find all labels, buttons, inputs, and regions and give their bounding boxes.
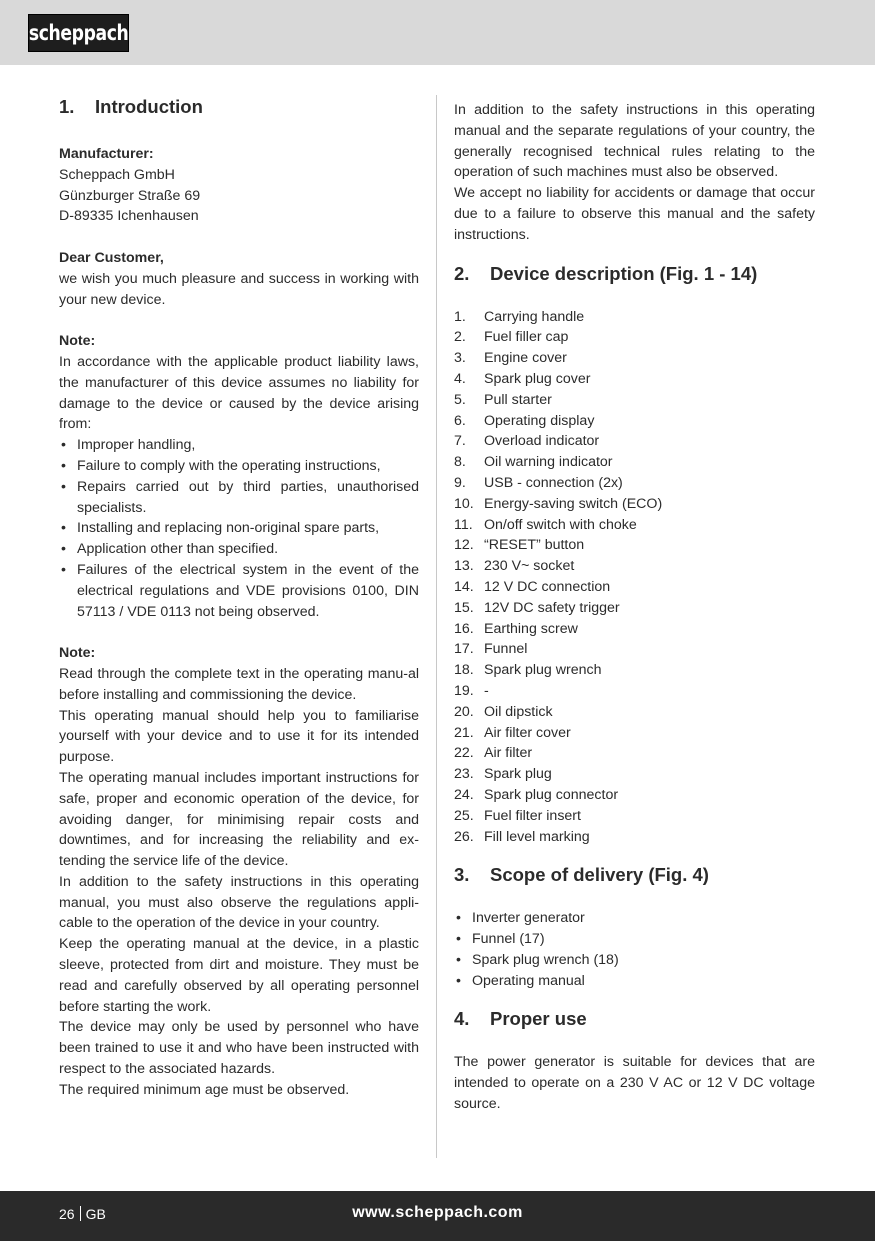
section-1-title: Introduction — [95, 96, 203, 117]
section-2-heading — [454, 263, 815, 285]
device-parts-list — [454, 307, 815, 848]
proper-use-text: The power generator is suitable for devices that are intended to operate on a 230 V AC or 12 V DC voltage source. — [454, 1054, 815, 1113]
list-item: 25. Fuel filter insert — [454, 807, 581, 824]
list-item: 5. Pull starter — [454, 391, 552, 408]
list-item: 6. Operating display — [454, 412, 595, 429]
right-column — [454, 100, 815, 1115]
list-item: • Failures of the electrical system in the event of the electrical regulations and VDE provisions 0100, DIN 57113 / VDE 0113 not being observed. — [59, 560, 419, 622]
section-2-title: Device description (Fig. 1 - 14) — [490, 262, 758, 284]
list-item: 16. Earthing screw — [454, 620, 578, 637]
note-1-text: In accordance with the applicable product liability laws, the manufacturer of this device assumes no liability for damage to the device or caused by the device arising from: — [59, 353, 419, 433]
intro-paragraph: We accept no liability for accidents or damage that occur due to a failure to observe this manual and the safety instructions. — [454, 185, 815, 243]
list-item: 20. Oil dipstick — [454, 703, 553, 720]
column-divider — [436, 95, 437, 1158]
website-link[interactable]: www.scheppach.com — [352, 1204, 523, 1221]
list-item: • Failure to comply with the operating instructions, — [59, 456, 419, 477]
note-2-paragraph: Keep the operating manual at the device, in a plastic sleeve, protected from dirt and moisture. They must be read and carefully observed by all operating personnel before starting the work. — [59, 936, 419, 1015]
list-item: 18. Spark plug wrench — [454, 662, 602, 679]
note-1-label: Note: — [59, 333, 96, 350]
list-item: • Repairs carried out by third parties, unauthorised specialists. — [59, 477, 419, 519]
note-2-label: Note: — [59, 645, 96, 662]
list-item: 10. Energy-saving switch (ECO) — [454, 495, 663, 512]
list-item: 4. Spark plug cover — [454, 370, 591, 387]
note-2-paragraph: The device may only be used by personnel who have been trained to use it and who have been instructed with respect to the associated hazards. — [59, 1019, 419, 1078]
list-item: 3. Engine cover — [454, 350, 567, 367]
list-item: 9. USB - connection (2x) — [454, 474, 623, 491]
note-2-paragraph: Read through the complete text in the operating manu-al before installing and commissioning the device. — [59, 665, 419, 703]
intro-paragraph: In addition to the safety instructions in this operating manual and the separate regulations of your country, the generally recognised technical rules relating to the operation of such machines must also be observed. — [454, 102, 815, 181]
list-item: 1. Carrying handle — [454, 308, 585, 325]
list-item: 11. On/off switch with choke — [454, 516, 637, 533]
header-bar — [0, 0, 875, 65]
footer-bar — [0, 1191, 875, 1241]
note-2-paragraph: The required minimum age must be observed. — [59, 1081, 350, 1098]
language-code: GB — [85, 1206, 106, 1222]
list-item: 22. Air filter — [454, 745, 533, 762]
list-item: • Funnel (17) — [454, 929, 815, 950]
section-2-number: 2. — [454, 262, 470, 284]
note-2-paragraph: In addition to the safety instructions in this operating manual, you must also observe the regulations appli-cable to the operation of the device in your country. — [59, 873, 419, 932]
section-1-number: 1. — [59, 96, 75, 117]
section-3-heading — [454, 864, 815, 886]
list-item: • Improper handling, — [59, 435, 419, 456]
list-item: 19. - — [454, 682, 489, 699]
left-column — [59, 96, 419, 1101]
list-item: • Operating manual — [454, 971, 815, 992]
page-number: 26 — [59, 1206, 75, 1222]
section-1-heading — [59, 96, 419, 118]
section-4-title: Proper use — [490, 1008, 587, 1030]
list-item: 13. 230 V~ socket — [454, 558, 575, 575]
note-2-paragraph: The operating manual includes important instructions for safe, proper and economic operation of the device, for avoiding danger, for minimising repair costs and downtimes, and for increasing the reliability and ex-tending the service life of the device. — [59, 769, 419, 870]
delivery-list — [454, 908, 815, 991]
list-item: 21. Air filter cover — [454, 724, 571, 741]
manufacturer-line: D-89335 Ichenhausen — [59, 208, 199, 225]
section-4-number: 4. — [454, 1008, 470, 1030]
list-item: 24. Spark plug connector — [454, 786, 619, 803]
list-item: 12. “RESET” button — [454, 537, 585, 554]
section-4-heading — [454, 1008, 815, 1030]
manufacturer-label: Manufacturer: — [59, 146, 154, 162]
list-item: • Application other than specified. — [59, 539, 419, 560]
section-3-title: Scope of delivery (Fig. 4) — [490, 864, 709, 886]
customer-label: Dear Customer, — [59, 249, 164, 266]
list-item: 14. 12 V DC connection — [454, 578, 611, 595]
liability-list — [59, 435, 419, 622]
note-2-paragraph: This operating manual should help you to familiarise yourself with your device and to use it for its intended purpose. — [59, 707, 419, 766]
scheppach-logo — [28, 14, 129, 52]
list-item: 2. Fuel filler cap — [454, 329, 569, 346]
list-item: • Installing and replacing non-original spare parts, — [59, 518, 419, 539]
manufacturer-line: Günzburger Straße 69 — [59, 187, 201, 204]
section-3-number: 3. — [454, 864, 470, 886]
list-item: • Spark plug wrench (18) — [454, 950, 815, 971]
customer-text: we wish you much pleasure and success in working with your new device. — [59, 270, 419, 308]
list-item: 26. Fill level marking — [454, 828, 590, 845]
list-item: 23. Spark plug — [454, 766, 552, 783]
list-item: • Inverter generator — [454, 908, 815, 929]
list-item: 15. 12V DC safety trigger — [454, 599, 620, 616]
logo-text: scheppach — [28, 21, 129, 45]
list-item: 7. Overload indicator — [454, 433, 600, 450]
list-item: 8. Oil warning indicator — [454, 454, 613, 471]
list-item: 17. Funnel — [454, 641, 528, 658]
manufacturer-line: Scheppach GmbH — [59, 166, 175, 183]
